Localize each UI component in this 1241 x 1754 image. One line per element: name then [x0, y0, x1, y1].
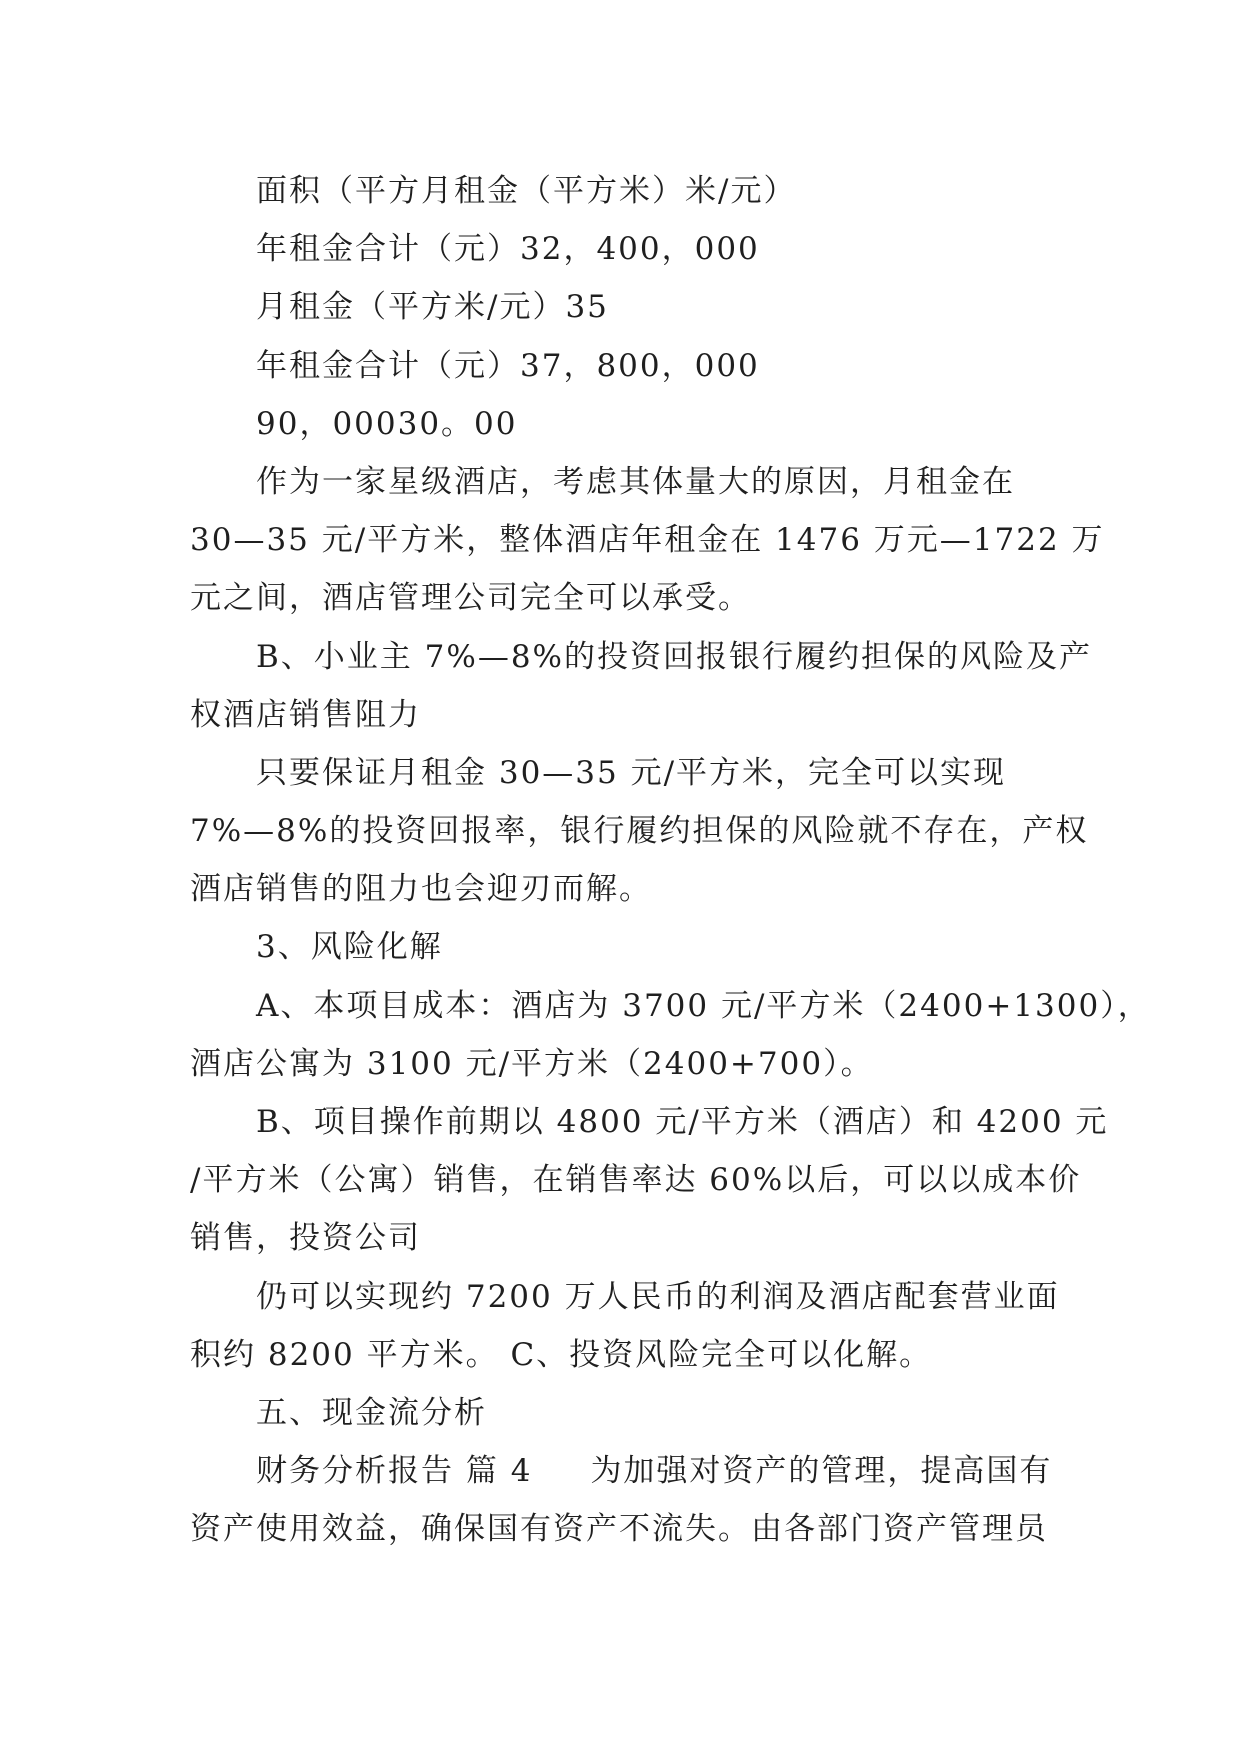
article-label: 财务分析报告 篇 4 — [256, 1453, 533, 1490]
text-line: 积约 8200 平方米。 C、投资风险完全可以化解。 — [190, 1336, 933, 1373]
text-line: 年租金合计（元）32，400，000 — [256, 231, 760, 268]
text-line: 30—35 元/平方米，整体酒店年租金在 1476 万元—1722 万 — [190, 522, 1105, 559]
text-line: 作为一家星级酒店，考虑其体量大的原因，月租金在 — [256, 463, 1015, 500]
text-line: /平方米（公寓）销售，在销售率达 60%以后，可以以成本价 — [190, 1162, 1082, 1199]
text-line: B、小业主 7%—8%的投资回报银行履约担保的风险及产 — [256, 638, 1092, 675]
text-line: 月租金（平方米/元）35 — [256, 289, 609, 326]
document-body — [190, 162, 1151, 1559]
text-line: 90，00030。00 — [256, 405, 518, 442]
article-opening: 为加强对资产的管理，提高国有 — [590, 1453, 1053, 1490]
text-line — [190, 1442, 1053, 1500]
text-line: A、本项目成本：酒店为 3700 元/平方米（2400+1300）， — [256, 987, 1151, 1024]
text-line: 仍可以实现约 7200 万人民币的利润及酒店配套营业面 — [256, 1278, 1060, 1315]
text-line: B、项目操作前期以 4800 元/平方米（酒店）和 4200 元 — [256, 1104, 1109, 1140]
text-line: 只要保证月租金 30—35 元/平方米，完全可以实现 — [256, 754, 1007, 791]
text-line: 面积（平方月租金（平方米）米/元） — [256, 173, 797, 209]
text-line: 权酒店销售阻力 — [190, 696, 421, 733]
section-heading: 五、现金流分析 — [256, 1394, 487, 1431]
text-line: 7%—8%的投资回报率，银行履约担保的风险就不存在，产权 — [190, 813, 1089, 850]
text-line: 酒店销售的阻力也会迎刃而解。 — [190, 871, 652, 908]
text-line: 销售，投资公司 — [190, 1220, 421, 1257]
text-line: 酒店公寓为 3100 元/平方米（2400+700）。 — [190, 1045, 874, 1082]
text-line: 资产使用效益，确保国有资产不流失。由各部门资产管理员 — [190, 1511, 1048, 1548]
text-line: 年租金合计（元）37，800，000 — [256, 347, 760, 384]
text-line: 3、风险化解 — [256, 929, 443, 966]
text-line: 元之间，酒店管理公司完全可以承受。 — [190, 580, 751, 617]
